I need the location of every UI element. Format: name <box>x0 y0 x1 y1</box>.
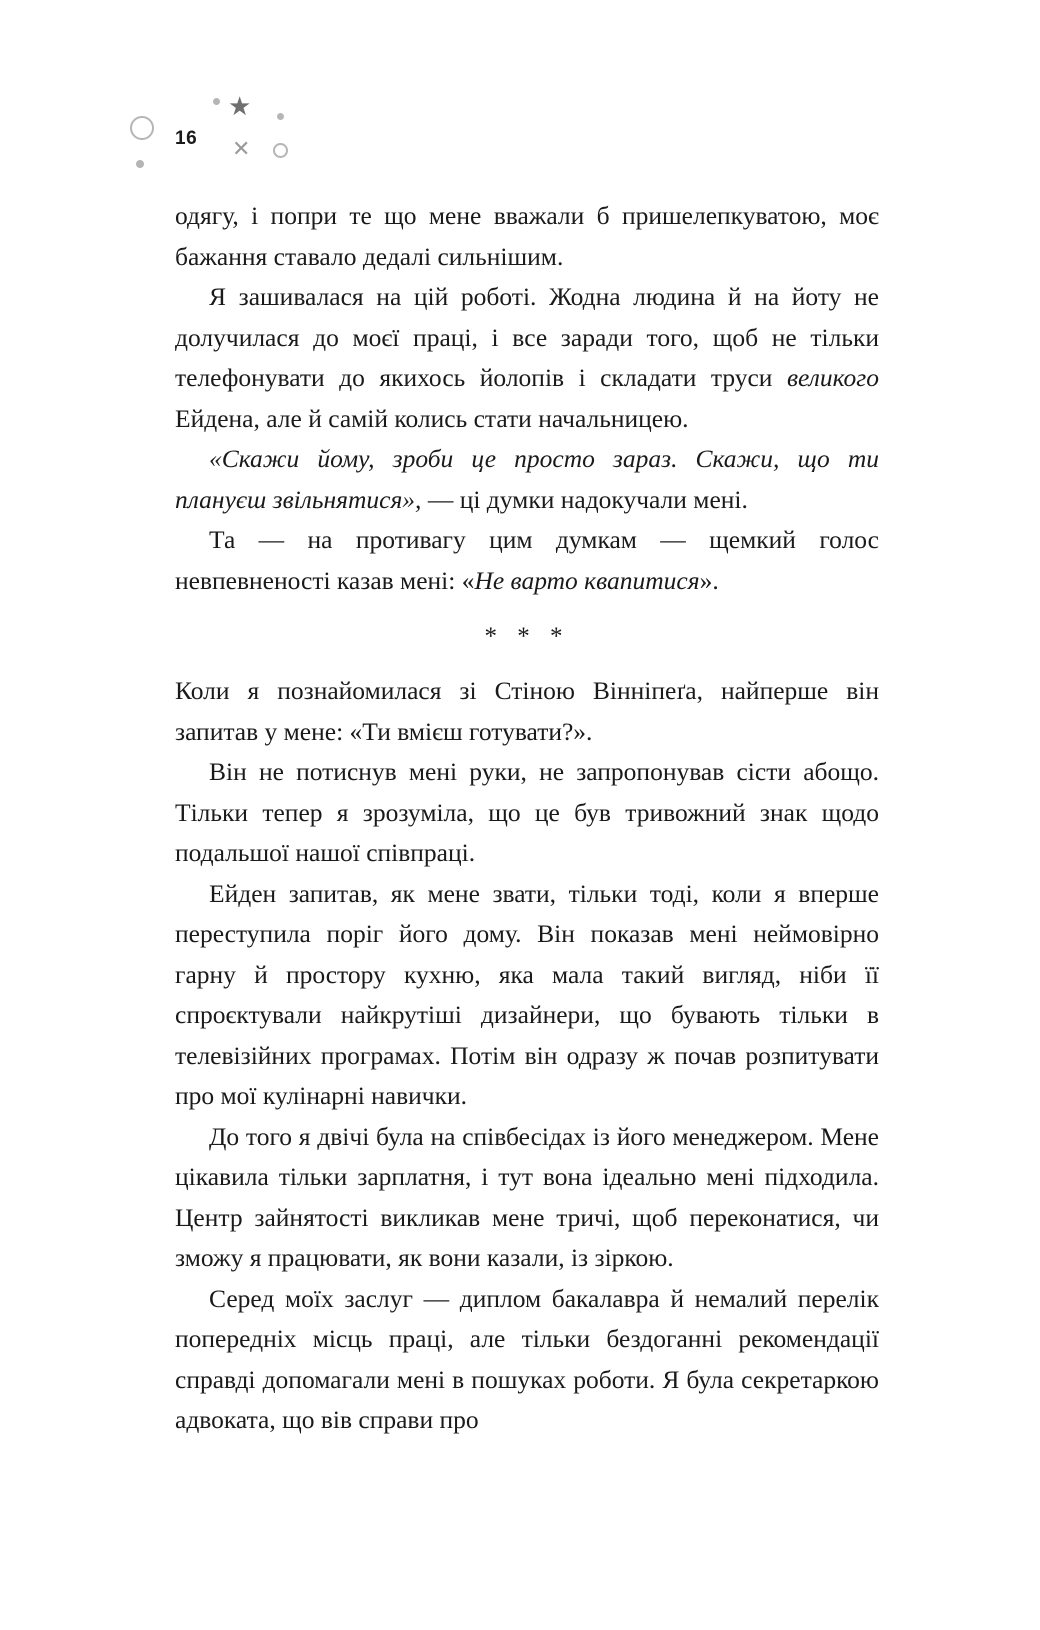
paragraph <box>175 439 879 520</box>
ring-icon <box>273 143 288 158</box>
text-run: — ці думки надокучали мені. <box>421 484 748 514</box>
paragraph <box>175 1279 879 1441</box>
text-run: Не варто квапитися <box>474 565 700 595</box>
page-number: 16 <box>175 128 198 149</box>
section-separator: * * * <box>484 623 570 650</box>
text-run: великого <box>786 363 879 392</box>
paragraph <box>175 520 879 601</box>
paragraph <box>175 671 879 752</box>
x-mark-icon: ✕ <box>232 136 251 161</box>
text-run: Коли я познайомилася зі Стіною Вінніпеґа, найперше він запитав у мене: «Ти вмієш готувати?». <box>175 676 879 746</box>
text-run: «Скажи йому, зроби це просто зараз. Скажи, що ти плануєш звільнятися», <box>175 444 879 514</box>
text-run: ». <box>699 565 719 595</box>
text-run: Та — на противагу цим думкам — щемкий голос невпевненості казав мені: « <box>175 525 879 595</box>
small-dot-icon <box>277 113 284 120</box>
text-run: одягу, і попри те що мене вважали б пришелепкуватою, моє бажання ставало дедалі сильнішим. <box>175 201 879 271</box>
text-run: До того я двічі була на співбесідах із його менеджером. Мене цікавила тільки зарплатня, і тут вона ідеально мені підходила. Центр зайнятості викликав мене тричі, щоб переконатися, чи зможу я працювати, як вони казали, із зіркою. <box>175 1121 879 1272</box>
paragraph <box>175 752 879 874</box>
paragraph <box>175 874 879 1117</box>
page-header <box>0 80 340 190</box>
star-icon: ★ <box>228 92 252 121</box>
text-run: Ейден запитав, як мене звати, тільки тоді, коли я вперше переступила поріг його дому. Він показав мені неймовірно гарну й простору кухню, яка мала такий вигляд, ніби її спроєктували найкрутіші дизайнери, що бувають тільки в телевізійних програмах. Потім він одразу ж почав розпитувати про мої кулінарні навички. <box>175 878 879 1110</box>
text-run: Серед моїх заслуг — диплом бакалавра й немалий перелік попередніх місць праці, але тільки бездоганні рекомендації справді допомагали мені в пошуках роботи. Я була секретаркою адвоката, що вів справи про <box>175 1283 879 1434</box>
text-run: Ейдена, але й самій колись стати начальницею. <box>175 403 689 433</box>
small-dot-icon <box>213 98 220 105</box>
ring-icon <box>130 116 154 140</box>
text-run: Він не потиснув мені руки, не запропонував сісти абощо. Тільки тепер я зрозуміла, що це був тривожний знак щодо подальшої нашої співпраці. <box>175 757 879 867</box>
text-run: Я зашивалася на цій роботі. Жодна людина й на йоту не долучилася до моєї праці, і все заради того, щоб не тільки телефонувати до якихось йолопів і складати труси <box>175 282 879 392</box>
paragraph <box>175 196 879 277</box>
paragraph <box>175 277 879 439</box>
body-text <box>175 196 879 1441</box>
paragraph <box>175 1117 879 1279</box>
small-dot-icon <box>136 160 144 168</box>
